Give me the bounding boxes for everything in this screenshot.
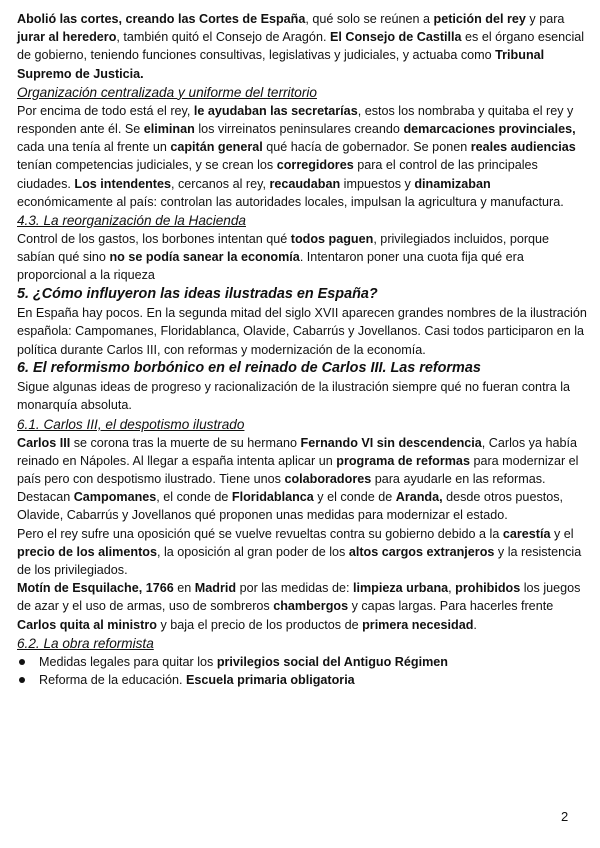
bold-text-run: Floridablanca [231,490,314,505]
text-run: y baja el precio de los productos de [156,617,363,632]
paragraph [17,525,589,580]
bold-text-run: jurar al heredero [17,30,117,45]
bold-text-run: Cortes de España [198,12,306,26]
text-run: los virreinatos peninsulares creando [194,122,404,137]
text-run: para ayudarle en las reformas. Destacan [17,472,546,505]
text-run: Sigue algunas ideas de progreso y racionalización de la ilustración siempre qué no fueran contra la monarquía absoluta. [17,380,571,413]
bold-text-run: El Consejo de Castilla [329,30,462,45]
bold-text-run: recaudaban [269,176,341,191]
text-run: Medidas legales para quitar los [39,654,217,669]
text-run: , privilegiados incluidos, porque sabían qué sino [17,232,550,265]
bold-text-run: Abolió las cortes, creando las [17,12,199,26]
bold-text-run: Madrid [194,581,237,596]
text-run: , la oposición al gran poder de los [156,544,349,559]
subsection-heading: 4.3. La reorganización de la Hacienda [17,213,246,229]
paragraph [17,10,589,83]
section-heading: 6. El reformismo borbónico en el reinado de Carlos III. Las reformas [17,359,481,376]
text-run: , cercanos al rey, [170,176,270,191]
text-run: Reforma de la educación. [39,673,187,688]
bold-text-run: corregidores [276,158,354,173]
bold-text-run: colaboradores [284,472,372,487]
paragraph [17,304,589,359]
bold-text-run: altos cargos extranjeros [348,544,495,559]
bold-text-run: Motín de Esquilache, 1766 [17,581,174,596]
subsection-heading: 6.2. La obra reformista [17,635,154,651]
list-item [17,653,589,671]
paragraph [17,434,589,525]
document-body [17,10,589,653]
text-run: . Intentaron poner una cuota fija qué era proporcional a la riqueza [17,250,524,283]
paragraph [17,378,589,414]
text-run: Por encima de todo está el rey, [17,103,194,118]
text-run: para modernizar el país pero con despotismo ilustrado. Tiene unos [17,453,579,487]
bold-text-run: capitán general [170,140,263,155]
text-run: por las medidas de: [236,581,353,596]
text-run: y el [550,526,574,541]
subsection-heading: 6.1. Carlos III, el despotismo ilustrado [17,416,245,432]
bold-text-run: Aranda, [395,490,443,505]
text-run: impuestos y [340,176,415,191]
text-run: tenían competencias judiciales, y se crean los [17,158,277,173]
text-run: y la resistencia de los privilegiados. [17,544,582,578]
bullet-dot-icon [19,677,25,683]
text-run: , [448,581,456,596]
bold-text-run: precio de los alimentos [17,544,157,559]
bold-text-run: Fernando VI sin descendencia [300,435,482,450]
bold-text-run: petición del rey [433,12,526,26]
text-run: , también quitó el Consejo de Aragón. [116,30,330,45]
bold-text-run: Campomanes [73,490,157,505]
bold-text-run: primera necesidad [362,617,474,632]
text-run: y para [525,12,565,26]
bold-text-run: Carlos III [17,435,71,450]
text-run: Pero el rey sufre una oposición qué se vuelve revueltas contra su gobierno debido a la [17,526,503,541]
text-run: . [473,617,477,632]
bold-text-run: Los intendentes [74,176,171,191]
text-run: , el conde de [156,490,232,505]
text-run: se corona tras la muerte de su hermano [70,435,301,450]
bold-text-run: le ayudaban las secretarías [193,103,358,118]
text-run: y el conde de [313,490,396,505]
bullet-list [17,653,589,689]
page-number: 2 [561,809,569,824]
bold-text-run: eliminan [143,122,195,137]
bullet-dot-icon [19,659,25,665]
bold-text-run: prohibidos [455,581,521,596]
bold-text-run: reales audiencias [470,140,576,155]
text-run: los juegos de azar y el uso de armas, uso de sombreros [17,581,581,614]
paragraph [17,230,589,285]
text-run: , qué solo se reúnen a [305,12,434,26]
bold-text-run: programa de reformas [336,453,470,468]
bold-text-run: limpieza urbana [352,581,449,596]
document-page [17,10,589,689]
text-run: , Carlos ya había reinado en Nápoles. Al llegar a españa intenta aplicar un [17,435,577,468]
text-run: en [173,581,195,596]
bold-text-run: privilegios social del Antiguo Régimen [216,654,448,669]
text-run: y capas largas. Para hacerles frente [348,599,554,614]
text-run: En España hay pocos. En la segunda mitad del siglo XVII aparecen grandes nombres de la ilustración española: Campomanes, Floridablanca, Olavide, Cabarrús y Jovellanos. Casi todos participaron en la política durante Carlos III, con reformas y modernización de la economía. [17,306,587,357]
bold-text-run: Carlos quita al ministro [17,617,157,632]
text-run: desde otros puestos, Olavide, Cabarrús y Jovellanos qué proponen unas medidas para modernizar el estado. [17,490,564,523]
bold-text-run: demarcaciones provinciales, [403,122,576,137]
paragraph [17,579,589,634]
bold-text-run: carestía [502,526,551,541]
text-run: , estos los nombraba y quitaba el rey y responden ante él. Se [17,103,574,137]
bold-text-run: no se podía sanear la economía [109,250,300,265]
bold-text-run: chambergos [273,599,349,614]
bold-text-run: dinamizaban [414,176,491,191]
bold-text-run: todos paguen [290,232,374,247]
bold-text-run: Escuela primaria obligatoria [186,673,355,688]
text-run: Control de los gastos, los borbones intentan qué [17,232,291,247]
text-run: qué hacía de gobernador. Se ponen [262,140,471,155]
text-run: para el control de las principales ciudades. [17,158,538,191]
list-item [17,671,589,689]
paragraph [17,102,589,211]
text-run: cada una tenía al frente un [17,140,171,155]
bold-text-run: Tribunal Supremo de Justicia. [17,48,545,81]
subsection-heading: Organización centralizada y uniforme del territorio [17,84,317,100]
text-run: económicamente al país: controlan las autoridades locales, impulsan la agricultura y manufactura. [17,194,564,209]
text-run: es el órgano esencial de gobierno, teniendo funciones consultivas, legislativas y judiciales, y actuaba como [17,30,585,63]
section-heading: 5. ¿Cómo influyeron las ideas ilustradas en España? [17,285,378,302]
